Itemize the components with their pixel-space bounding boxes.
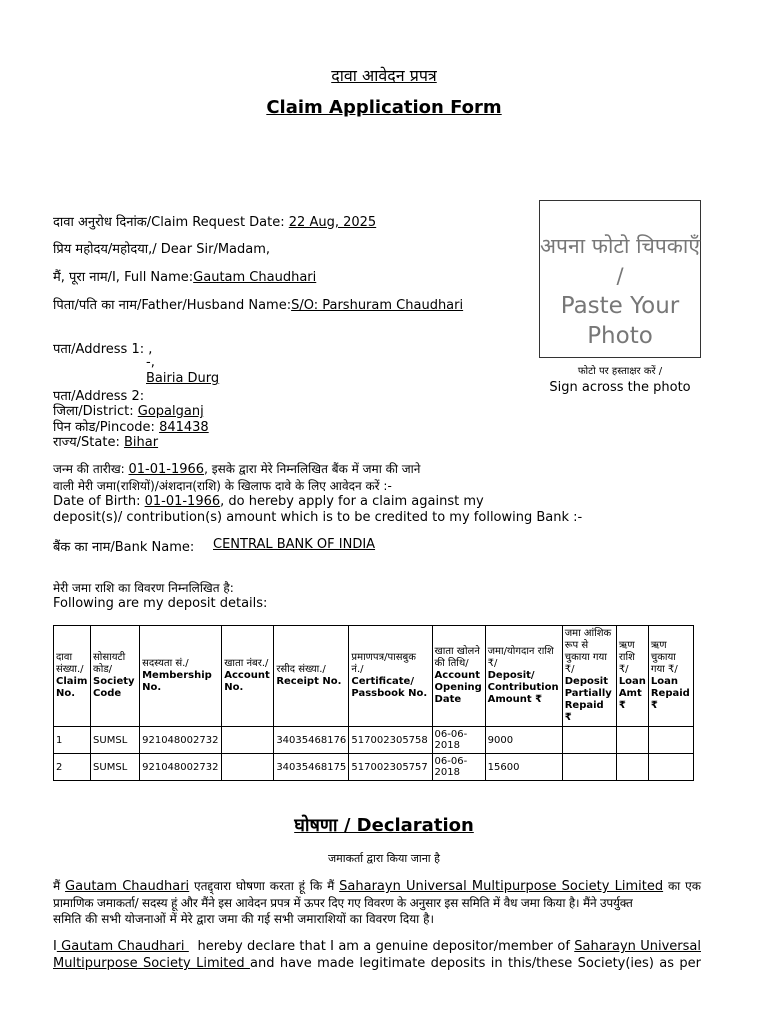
claim-date-line: दावा अनुरोध दिनांक/Claim Request Date: 22 Aug, 2025 bbox=[53, 215, 377, 230]
column-header: खाता खोलने की तिथि/ Account Opening Date bbox=[432, 626, 485, 727]
table-cell bbox=[562, 754, 616, 781]
father-name-line: पिता/पति का नाम/Father/Husband Name:S/O: Parshuram Chaudhari bbox=[53, 298, 464, 313]
table-cell: 1 bbox=[54, 727, 91, 754]
declaration-hindi-paragraph: मैं Gautam Chaudhari एतद्द्वारा घोषणा करता हूं कि मैं Saharayn Universal Multipurpose Society Limited का एक प्रामाणिक जमाकर्ता/ सदस्य हूं और मैंने इस आवेदन प्रपत्र में ऊपर दिए गए विवरण के अनुसार इस समिति में वैध जमा किया है। मैंने उपर्युक्त समिति की सभी योजनाओं में मेरे द्वारा जमा की गई सभी जमाराशियों का विवरण दिया है। bbox=[53, 879, 701, 926]
table-cell: SUMSL bbox=[91, 727, 140, 754]
dob-paragraph: जन्म की तारीख: 01-01-1966, इसके द्वारा मेरे निम्नलिखित बैंक में जमा की जाने वाली मेरी जमा(राशियों)/अंशदान(राशि) के खिलाफ दावे के लिए आवेदन करें :- Date of Birth: 01-01-1966, do hereby apply for a claim against my deposit(s)/ contribution(s) amount which is to be credited to my following Bank :- bbox=[53, 462, 583, 525]
form-title: Claim Application Form bbox=[266, 97, 502, 118]
column-header: दावा संख्या./ Claim No. bbox=[54, 626, 91, 727]
state-value: Bihar bbox=[123, 435, 159, 450]
bank-name-value: CENTRAL BANK OF INDIA bbox=[213, 537, 376, 552]
form-title-hindi: दावा आवेदन प्रपत्र bbox=[331, 66, 437, 85]
declarant-name-hindi: Gautam Chaudhari bbox=[65, 879, 190, 894]
table-cell bbox=[222, 754, 274, 781]
column-header: ऋण राशि ₹/ Loan Amt ₹ bbox=[616, 626, 648, 727]
column-header: सोसायटी कोड/ Society Code bbox=[91, 626, 140, 727]
column-header: रसीद संख्या./ Receipt No. bbox=[274, 626, 349, 727]
photo-box-english-text: Paste Your Photo bbox=[560, 293, 680, 349]
full-name-line: मैं, पूरा नाम/I, Full Name:Gautam Chaudhari bbox=[53, 270, 317, 285]
state-line: राज्य/State: Bihar bbox=[53, 435, 159, 450]
table-cell: 15600 bbox=[485, 754, 562, 781]
society-name: Saharayn Universal bbox=[574, 939, 701, 954]
pincode-line: पिन कोड/Pincode: 841438 bbox=[53, 420, 209, 435]
pincode-value: 841438 bbox=[159, 420, 209, 435]
address1-line3: Bairia Durg bbox=[146, 371, 220, 386]
declaration-english-paragraph: I Gautam Chaudhari hereby declare that I am a genuine depositor/member of Saharayn Universal Multipurpose Society Limited and have made legitimate deposits in this/these Society(ies) as per bbox=[53, 939, 701, 971]
deposit-intro: मेरी जमा राशि का विवरण निम्नलिखित है: Following are my deposit details: bbox=[53, 581, 268, 611]
table-cell bbox=[616, 754, 648, 781]
table-cell bbox=[222, 727, 274, 754]
table-cell: 921048002732 bbox=[140, 754, 222, 781]
column-header: जमा आंशिक रूप से चुकाया गया ₹/ Deposit Partially Repaid ₹ bbox=[562, 626, 616, 727]
dob-value-hindi-line: 01-01-1966 bbox=[128, 462, 205, 477]
table-cell: SUMSL bbox=[91, 754, 140, 781]
column-header: खाता नंबर./ Account No. bbox=[222, 626, 274, 727]
table-cell: 517002305757 bbox=[349, 754, 432, 781]
society-name-hindi: Saharayn Universal Multipurpose Society Limited bbox=[339, 879, 664, 894]
bank-label: बैंक का नाम/Bank Name: bbox=[53, 540, 195, 555]
claim-date-value: 22 Aug, 2025 bbox=[288, 215, 377, 230]
table-cell: 2 bbox=[54, 754, 91, 781]
column-header: सदस्यता सं./ Membership No. bbox=[140, 626, 222, 727]
address1-line2: -, bbox=[146, 355, 155, 370]
table-cell: 34035468176 bbox=[274, 727, 349, 754]
table-cell: 921048002732 bbox=[140, 727, 222, 754]
table-cell: 34035468175 bbox=[274, 754, 349, 781]
table-cell: 9000 bbox=[485, 727, 562, 754]
photo-box-hindi-text: अपना फोटो चिपकाएँ / bbox=[540, 234, 700, 288]
table-cell bbox=[648, 754, 693, 781]
salutation: प्रिय महोदय/महोदया,/ Dear Sir/Madam, bbox=[53, 242, 271, 257]
table-cell bbox=[562, 727, 616, 754]
column-header: जमा/योगदान राशि ₹/ Deposit/ Contribution Amount ₹ bbox=[485, 626, 562, 727]
table-row bbox=[54, 727, 694, 754]
deposit-table bbox=[53, 625, 694, 781]
address2-label: पता/Address 2: bbox=[53, 389, 145, 404]
district-value: Gopalganj bbox=[137, 404, 204, 419]
photo-box[interactable] bbox=[539, 200, 701, 358]
column-header: प्रमाणपत्र/पासबुक नं./ Certificate/ Passbook No. bbox=[349, 626, 432, 727]
address1-label: पता/Address 1: , bbox=[53, 342, 153, 357]
table-cell: 06-06-2018 bbox=[432, 754, 485, 781]
declaration-title: घोषणा / Declaration bbox=[294, 815, 474, 836]
table-cell bbox=[648, 727, 693, 754]
table-cell: 06-06-2018 bbox=[432, 727, 485, 754]
declarant-name: Gautam Chaudhari bbox=[56, 939, 189, 954]
table-header-row bbox=[54, 626, 694, 727]
declaration-subtitle: जमाकर्ता द्वारा किया जाना है bbox=[328, 852, 440, 865]
district-line: जिला/District: Gopalganj bbox=[53, 404, 204, 419]
father-name-value: S/O: Parshuram Chaudhari bbox=[291, 298, 464, 313]
photo-sign-instruction: फोटो पर हस्ताक्षर करें / Sign across the photo bbox=[549, 366, 691, 395]
table-cell bbox=[616, 727, 648, 754]
dob-value: 01-01-1966 bbox=[144, 494, 221, 509]
table-row bbox=[54, 754, 694, 781]
column-header: ऋण चुकाया गया ₹/ Loan Repaid ₹ bbox=[648, 626, 693, 727]
full-name-value: Gautam Chaudhari bbox=[193, 270, 317, 285]
table-cell: 517002305758 bbox=[349, 727, 432, 754]
